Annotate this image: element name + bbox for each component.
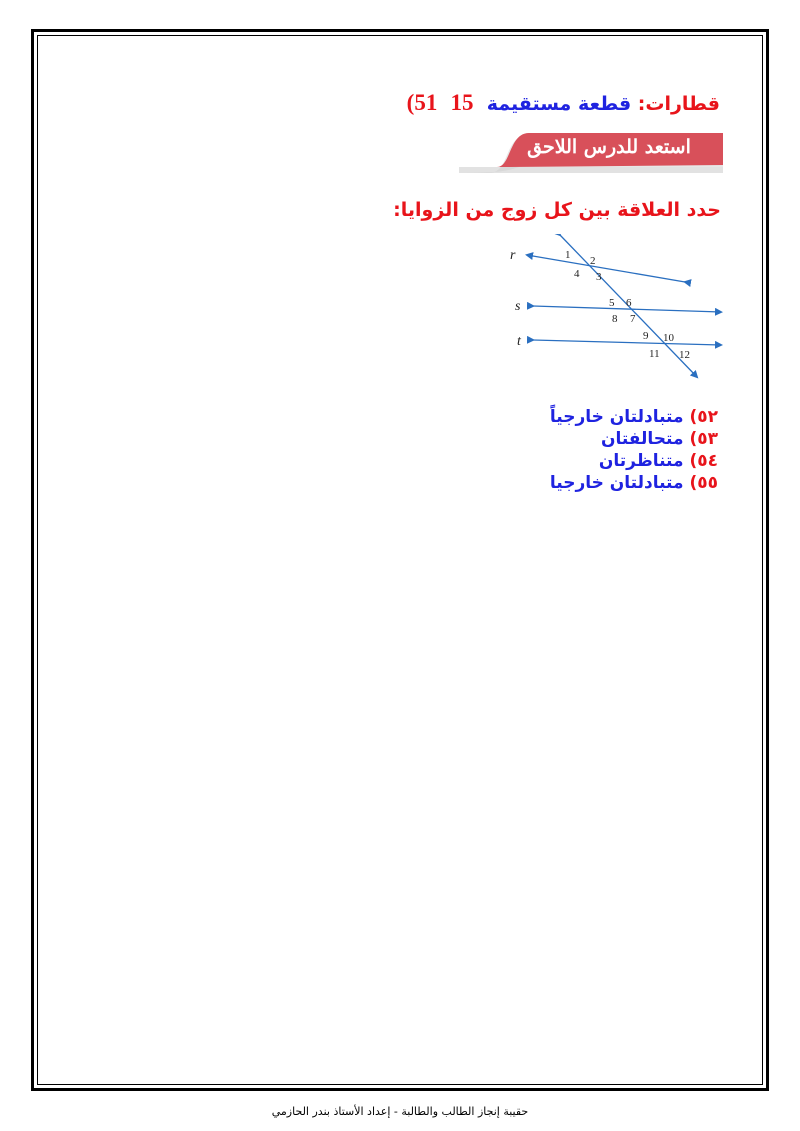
angle-2: 2 <box>590 255 596 267</box>
answer-53 <box>550 428 718 450</box>
answer-text: متحالفتان <box>600 429 684 449</box>
line-t <box>533 340 721 345</box>
line-label-r: r <box>510 248 516 263</box>
problem-number: 51) <box>406 90 438 115</box>
header-line <box>407 90 720 116</box>
angle-11: 11 <box>649 348 660 360</box>
line-r <box>527 255 685 282</box>
angle-10: 10 <box>663 332 674 344</box>
answer-number: ٥٤) <box>689 451 718 471</box>
line-label-t: t <box>517 334 521 349</box>
angle-12: 12 <box>679 349 690 361</box>
answer-number: ٥٣) <box>689 429 718 449</box>
answer-text: متبادلتان خارجياً <box>549 407 684 427</box>
angle-6: 6 <box>626 297 632 309</box>
answer-54 <box>550 450 718 472</box>
angle-3: 3 <box>596 271 602 283</box>
answer-text: متبادلتان خارجيا <box>549 473 684 493</box>
angle-9: 9 <box>643 330 649 342</box>
header-text: قطعة مستقيمة <box>486 93 632 115</box>
answer-text: متناظرتان <box>598 451 684 471</box>
angle-5: 5 <box>609 297 615 309</box>
page-footer: حقيبة إنجاز الطالب والطالبة - إعداد الأستاذ بندر الحازمي <box>271 1105 529 1118</box>
angle-7: 7 <box>630 313 636 325</box>
line-label-s: s <box>515 299 521 314</box>
angle-4: 4 <box>574 268 580 280</box>
page-number: 15 <box>450 90 474 115</box>
angle-1: 1 <box>565 249 571 261</box>
question-text: حدد العلاقة بين كل زوج من الزوايا: <box>393 199 721 221</box>
parallel-lines-figure <box>503 234 725 384</box>
answer-number: ٥٢) <box>689 407 718 427</box>
header-label: قطارات: <box>637 93 720 115</box>
answer-number: ٥٥) <box>689 473 718 493</box>
answer-52 <box>550 406 718 428</box>
answer-55 <box>550 472 718 494</box>
angle-8: 8 <box>612 313 618 325</box>
page-border-inner <box>37 35 763 1085</box>
answers-list <box>550 406 718 494</box>
banner-title: استعد للدرس اللاحق <box>527 136 691 158</box>
